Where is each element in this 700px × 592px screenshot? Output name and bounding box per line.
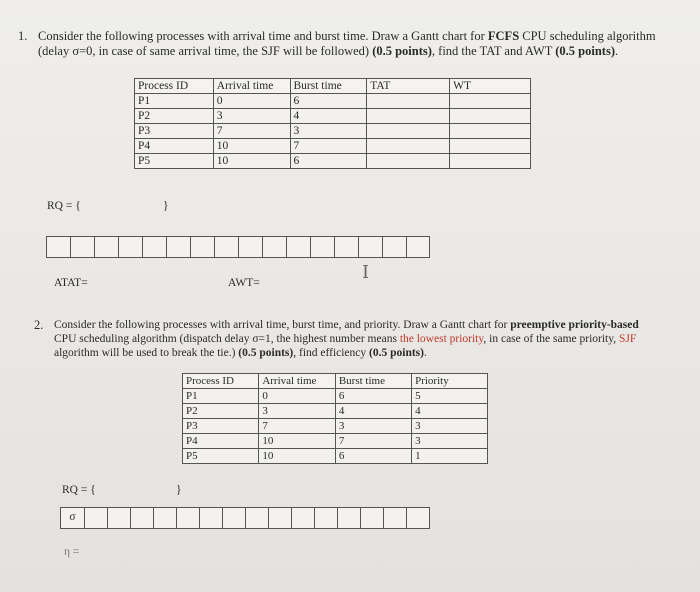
- table-cell: 6: [335, 449, 411, 464]
- q1-text-part: CPU scheduling algorithm: [519, 29, 656, 43]
- tat-input-cell[interactable]: [367, 94, 450, 109]
- gantt-slot[interactable]: [269, 508, 292, 528]
- table-row: [135, 139, 531, 154]
- gantt-slot[interactable]: [246, 508, 269, 528]
- table-cell: 3: [412, 434, 488, 449]
- table-cell: 3: [335, 419, 411, 434]
- table-cell: 5: [412, 389, 488, 404]
- table-cell: 4: [412, 404, 488, 419]
- gantt-slot[interactable]: [223, 508, 246, 528]
- gantt-slot[interactable]: [47, 237, 71, 257]
- table-cell: 0: [213, 94, 290, 109]
- q1-header-process-id: Process ID: [135, 79, 214, 94]
- wt-input-cell[interactable]: [450, 154, 531, 169]
- gantt-slot[interactable]: [407, 508, 427, 528]
- table-cell: P2: [183, 404, 259, 419]
- table-cell: 3: [290, 124, 367, 139]
- table-cell: 7: [290, 139, 367, 154]
- text-cursor-icon: I: [362, 262, 370, 283]
- table-cell: P5: [135, 154, 214, 169]
- gantt-slot[interactable]: [85, 508, 108, 528]
- q2-text-red: the lowest priority: [399, 333, 484, 345]
- table-cell: 3: [412, 419, 488, 434]
- gantt-slot[interactable]: [71, 237, 95, 257]
- table-cell: 3: [259, 404, 336, 419]
- q2-rq-close: }: [176, 484, 182, 496]
- q2-rq-label: RQ = {: [62, 484, 96, 496]
- gantt-slot[interactable]: [292, 508, 315, 528]
- q2-points: (0.5 points): [369, 347, 424, 359]
- q2-text-line3: [54, 346, 694, 361]
- table-row: [135, 109, 531, 124]
- gantt-slot[interactable]: [131, 508, 154, 528]
- q2-number: 2.: [34, 318, 44, 332]
- table-cell: 0: [259, 389, 336, 404]
- gantt-slot[interactable]: [384, 508, 407, 528]
- table-cell: 6: [290, 94, 367, 109]
- table-cell: P3: [135, 124, 214, 139]
- q2-text-part: , find efficiency: [293, 347, 370, 359]
- wt-input-cell[interactable]: [450, 109, 531, 124]
- table-cell: 10: [213, 154, 290, 169]
- gantt-slot[interactable]: [359, 237, 383, 257]
- table-cell: 10: [213, 139, 290, 154]
- q2-text-line2: [54, 332, 694, 347]
- gantt-slot[interactable]: [311, 237, 335, 257]
- gantt-slot[interactable]: [407, 237, 427, 257]
- q1-text-part: .: [615, 44, 619, 58]
- table-cell: 4: [290, 109, 367, 124]
- q2-text-red: SJF: [619, 333, 637, 345]
- q1-header-burst: Burst time: [290, 79, 367, 94]
- tat-input-cell[interactable]: [367, 109, 450, 124]
- q1-text-part: Consider the following processes with arrival time and burst time. Draw a Gantt chart for: [38, 29, 488, 43]
- q1-header-tat: TAT: [367, 79, 450, 94]
- table-cell: 7: [213, 124, 290, 139]
- q1-text-part: (delay σ=0, in case of same arrival time, the SJF will be followed): [38, 44, 373, 58]
- table-cell: 7: [335, 434, 411, 449]
- table-cell: 10: [259, 434, 336, 449]
- table-cell: 3: [213, 109, 290, 124]
- wt-input-cell[interactable]: [450, 94, 531, 109]
- tat-input-cell[interactable]: [367, 154, 450, 169]
- gantt-slot[interactable]: [143, 237, 167, 257]
- q2-efficiency-label: η =: [64, 546, 80, 558]
- q1-rq-label: RQ = {: [47, 200, 81, 212]
- q1-header-arrival: Arrival time: [213, 79, 290, 94]
- table-cell: P1: [183, 389, 259, 404]
- gantt-slot[interactable]: [335, 237, 359, 257]
- q1-rq-close: }: [163, 200, 169, 212]
- gantt-slot[interactable]: [287, 237, 311, 257]
- q1-text-part: , find the TAT and AWT: [431, 44, 556, 58]
- table-row: [183, 449, 488, 464]
- wt-input-cell[interactable]: [450, 124, 531, 139]
- q2-text-part: CPU scheduling algorithm (dispatch delay σ=1, the highest number means: [54, 333, 400, 345]
- table-row: [183, 389, 488, 404]
- gantt-slot[interactable]: [263, 237, 287, 257]
- gantt-slot[interactable]: [95, 237, 119, 257]
- q2-points: (0.5 points): [238, 347, 294, 359]
- q2-process-table: [182, 373, 488, 464]
- table-cell: P4: [183, 434, 259, 449]
- table-row: [183, 434, 488, 449]
- q1-header-wt: WT: [450, 79, 531, 94]
- q1-points: (0.5 points): [555, 44, 615, 58]
- tat-input-cell[interactable]: [367, 124, 450, 139]
- q1-number: 1.: [18, 29, 28, 43]
- gantt-slot[interactable]: [167, 237, 191, 257]
- q2-table-header-row: [183, 374, 488, 389]
- gantt-slot[interactable]: [177, 508, 200, 528]
- q2-text-part: algorithm will be used to break the tie.): [54, 347, 239, 359]
- table-cell: 6: [335, 389, 411, 404]
- table-cell: 1: [412, 449, 488, 464]
- q1-gantt-chart[interactable]: [46, 236, 430, 258]
- q2-text-part: Consider the following processes with arrival time, burst time, and priority. Draw a Gantt chart for: [54, 319, 511, 331]
- q2-header-priority: Priority: [412, 374, 488, 389]
- q2-header-burst: Burst time: [335, 374, 411, 389]
- gantt-slot[interactable]: [108, 508, 131, 528]
- q1-text-line1: [38, 29, 688, 44]
- q2-header-arrival: Arrival time: [259, 374, 336, 389]
- table-row: [183, 419, 488, 434]
- table-cell: 10: [259, 449, 336, 464]
- q2-header-process-id: Process ID: [183, 374, 259, 389]
- q1-awt-label: AWT=: [228, 277, 260, 289]
- q1-text-bold: FCFS: [487, 29, 520, 43]
- q1-table-header-row: [135, 79, 531, 94]
- q2-gantt-chart[interactable]: [60, 507, 430, 529]
- gantt-slot[interactable]: [119, 237, 143, 257]
- gantt-slot[interactable]: [361, 508, 384, 528]
- table-cell: P1: [135, 94, 214, 109]
- q2-text-bold: preemptive priority-based: [510, 319, 639, 331]
- table-cell: 4: [335, 404, 411, 419]
- gantt-slot[interactable]: [383, 237, 407, 257]
- gantt-slot[interactable]: [200, 508, 223, 528]
- table-cell: P5: [183, 449, 259, 464]
- q2-text-line1: [54, 318, 694, 333]
- gantt-slot[interactable]: [215, 237, 239, 257]
- table-row: [135, 154, 531, 169]
- gantt-slot[interactable]: [154, 508, 177, 528]
- table-cell: P3: [183, 419, 259, 434]
- q1-atat-label: ATAT=: [54, 277, 88, 289]
- table-cell: P4: [135, 139, 214, 154]
- q2-text-part: , in case of the same priority,: [483, 333, 620, 345]
- table-cell: 7: [259, 419, 336, 434]
- table-row: [135, 124, 531, 139]
- gantt-slot[interactable]: [239, 237, 263, 257]
- table-row: [183, 404, 488, 419]
- gantt-slot[interactable]: [191, 237, 215, 257]
- q1-text-line2: [38, 44, 688, 59]
- q1-process-table: [134, 78, 531, 169]
- q2-text-part: .: [423, 347, 427, 359]
- gantt-slot-delay[interactable]: σ: [61, 508, 85, 528]
- gantt-slot[interactable]: [315, 508, 338, 528]
- tat-input-cell[interactable]: [367, 139, 450, 154]
- table-row: [135, 94, 531, 109]
- gantt-slot[interactable]: [338, 508, 361, 528]
- wt-input-cell[interactable]: [450, 139, 531, 154]
- table-cell: 6: [290, 154, 367, 169]
- q1-points: (0.5 points): [372, 44, 432, 58]
- table-cell: P2: [135, 109, 214, 124]
